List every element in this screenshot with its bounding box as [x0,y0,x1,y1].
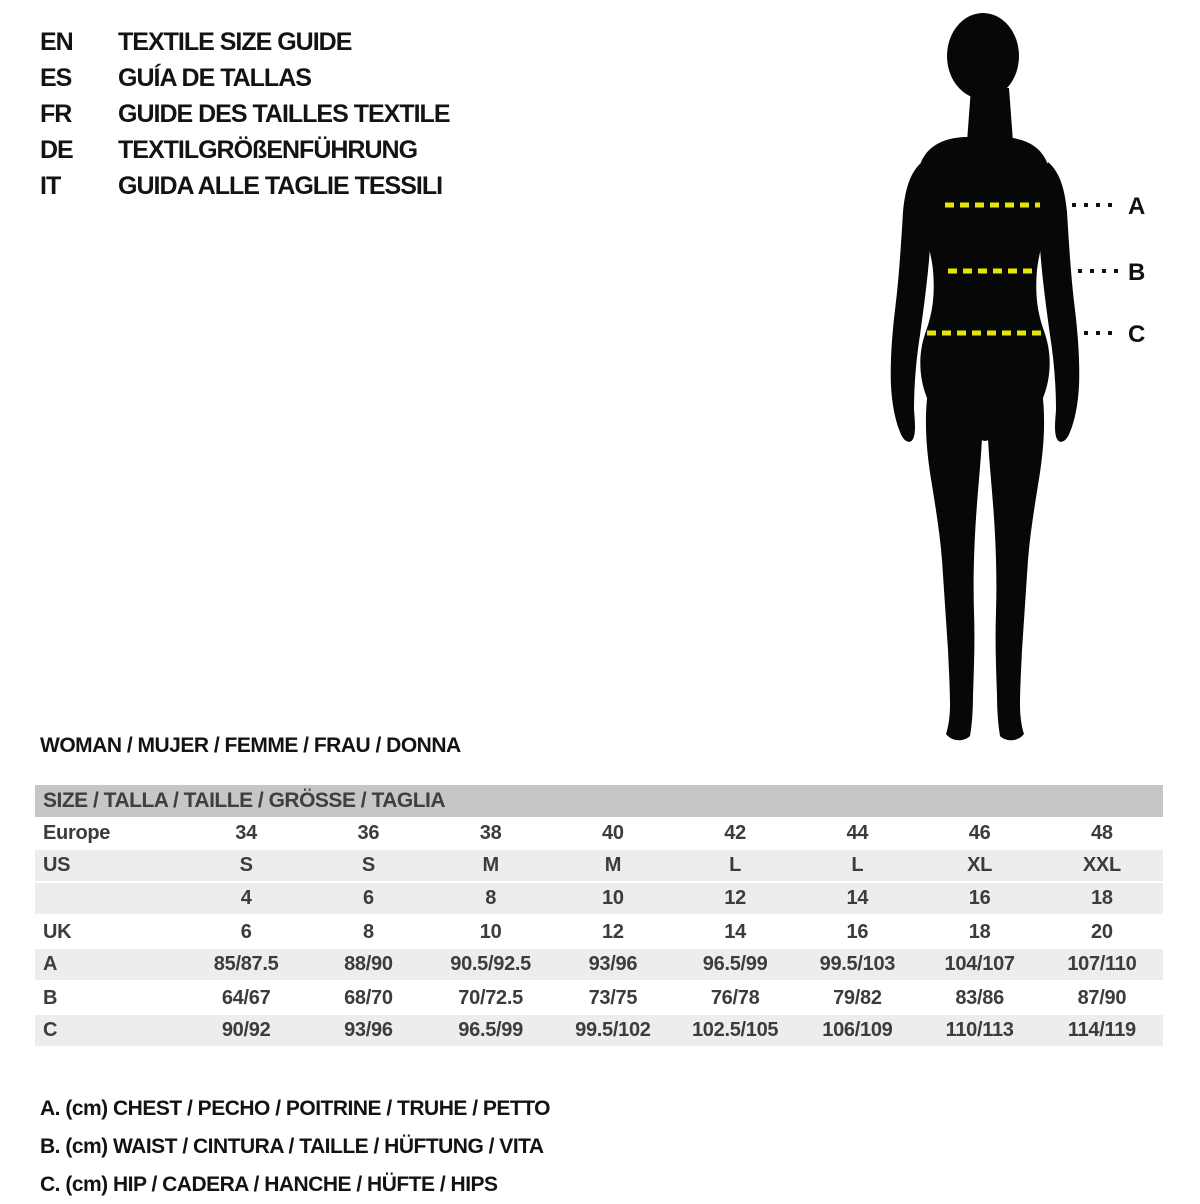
table-row [35,1015,1163,1048]
table-cell: 6 [362,887,374,909]
legend-chest: A. (cm) CHEST / PECHO / POITRINE / TRUHE / PETTO [40,1097,551,1120]
table-cell: S [361,854,375,876]
table-cell: 114/119 [1067,1019,1136,1041]
row-label: A [43,953,58,975]
table-row [35,916,1163,949]
table-cell: 46 [968,822,991,844]
table-cell: 14 [846,887,869,909]
table-cell: 64/67 [221,987,271,1009]
table-row [35,982,1163,1015]
row-label: Europe [43,822,111,844]
table-cell: XL [967,854,993,876]
table-cell: 90/92 [221,1019,271,1041]
table-cell: 16 [846,921,869,943]
language-title-list [40,24,450,204]
waist-label: B [1128,259,1146,286]
table-cell: 10 [602,887,624,909]
table-cell: 99.5/102 [575,1019,651,1041]
language-code: DE [40,135,73,164]
table-cell: 99.5/103 [819,953,896,975]
table-cell: 90.5/92.5 [450,953,531,975]
guide-title-en: TEXTILE SIZE GUIDE [118,27,352,56]
language-row-fr [40,96,450,132]
table-cell: L [729,854,742,876]
legend-waist: B. (cm) WAIST / CINTURA / TAILLE / HÜFTUNG / VITA [40,1135,544,1158]
row-label [35,883,185,914]
table-cell: L [851,854,864,876]
table-cell: 8 [485,887,497,909]
table-cell: 4 [240,887,252,909]
table-cell: 44 [846,822,869,844]
table-cell: 20 [1091,921,1113,943]
table-cell: 36 [357,822,380,844]
table-cell: 12 [724,887,746,909]
table-cell: 40 [602,822,624,844]
table-cell: 93/96 [344,1019,393,1041]
table-cell: 106/109 [822,1019,893,1041]
table-cell: 10 [479,921,502,943]
table-cell: 73/75 [588,987,638,1009]
table-cell: 102.5/105 [691,1019,779,1041]
table-cell: 14 [724,921,746,943]
language-code: ES [40,63,72,92]
table-cell: 18 [968,921,991,943]
hip-label: C [1128,321,1146,348]
row-label: C [43,1019,58,1041]
table-cell: 8 [362,921,374,943]
table-cell: 87/90 [1077,987,1127,1009]
guide-title-fr: GUIDE DES TAILLES TEXTILE [118,99,450,128]
table-cell: 79/82 [833,987,882,1009]
guide-title-de: TEXTILGRÖßENFÜHRUNG [118,135,418,164]
table-cell: M [604,854,622,876]
legend-hip: C. (cm) HIP / CADERA / HANCHE / HÜFTE / HIPS [40,1173,498,1196]
table-row [35,850,1163,883]
table-cell: S [239,854,253,876]
table-cell: 88/90 [344,953,393,975]
table-cell: M [482,854,499,876]
table-cell: 42 [724,822,746,844]
table-row [35,949,1163,982]
language-row-en [40,24,450,60]
table-cell: 6 [240,921,252,943]
table-cell: 16 [968,887,991,909]
table-cell: 68/70 [344,987,393,1009]
language-code: EN [40,27,73,56]
table-cell: 85/87.5 [213,953,279,975]
language-code: FR [40,99,72,128]
table-cell: 96.5/99 [458,1019,523,1041]
table-cell: 12 [602,921,624,943]
row-label: UK [43,921,72,943]
table-cell: 38 [479,822,502,844]
size-table [35,785,1163,1048]
table-cell: 107/110 [1067,953,1137,975]
guide-title-es: GUÍA DE TALLAS [118,63,311,92]
row-label: B [43,987,58,1009]
language-code: IT [40,171,61,200]
table-cell: 110/113 [945,1019,1014,1041]
size-table-header: SIZE / TALLA / TAILLE / GRÖSSE / TAGLIA [35,785,1163,817]
measurement-figure [870,0,1200,760]
woman-silhouette [891,13,1080,740]
table-cell: 70/72.5 [458,987,523,1009]
chest-label: A [1128,193,1146,220]
table-cell: 48 [1091,822,1113,844]
row-label: US [43,854,71,876]
measurement-legend [40,1090,550,1204]
table-cell: 93/96 [588,953,638,975]
table-row [35,817,1163,850]
table-row [35,883,1163,916]
language-row-de [40,132,450,168]
language-row-it [40,168,450,204]
table-cell: 104/107 [944,953,1015,975]
table-cell: 18 [1091,887,1113,909]
table-cell: 34 [235,822,257,844]
table-cell: 76/78 [710,987,760,1009]
guide-title-it: GUIDA ALLE TAGLIE TESSILI [118,171,443,200]
language-row-es [40,60,450,96]
gender-section-title: WOMAN / MUJER / FEMME / FRAU / DONNA [40,734,461,757]
table-cell: 96.5/99 [702,953,768,975]
size-table-body [35,817,1163,1048]
table-cell: 83/86 [955,987,1004,1009]
table-cell: XXL [1082,854,1121,876]
